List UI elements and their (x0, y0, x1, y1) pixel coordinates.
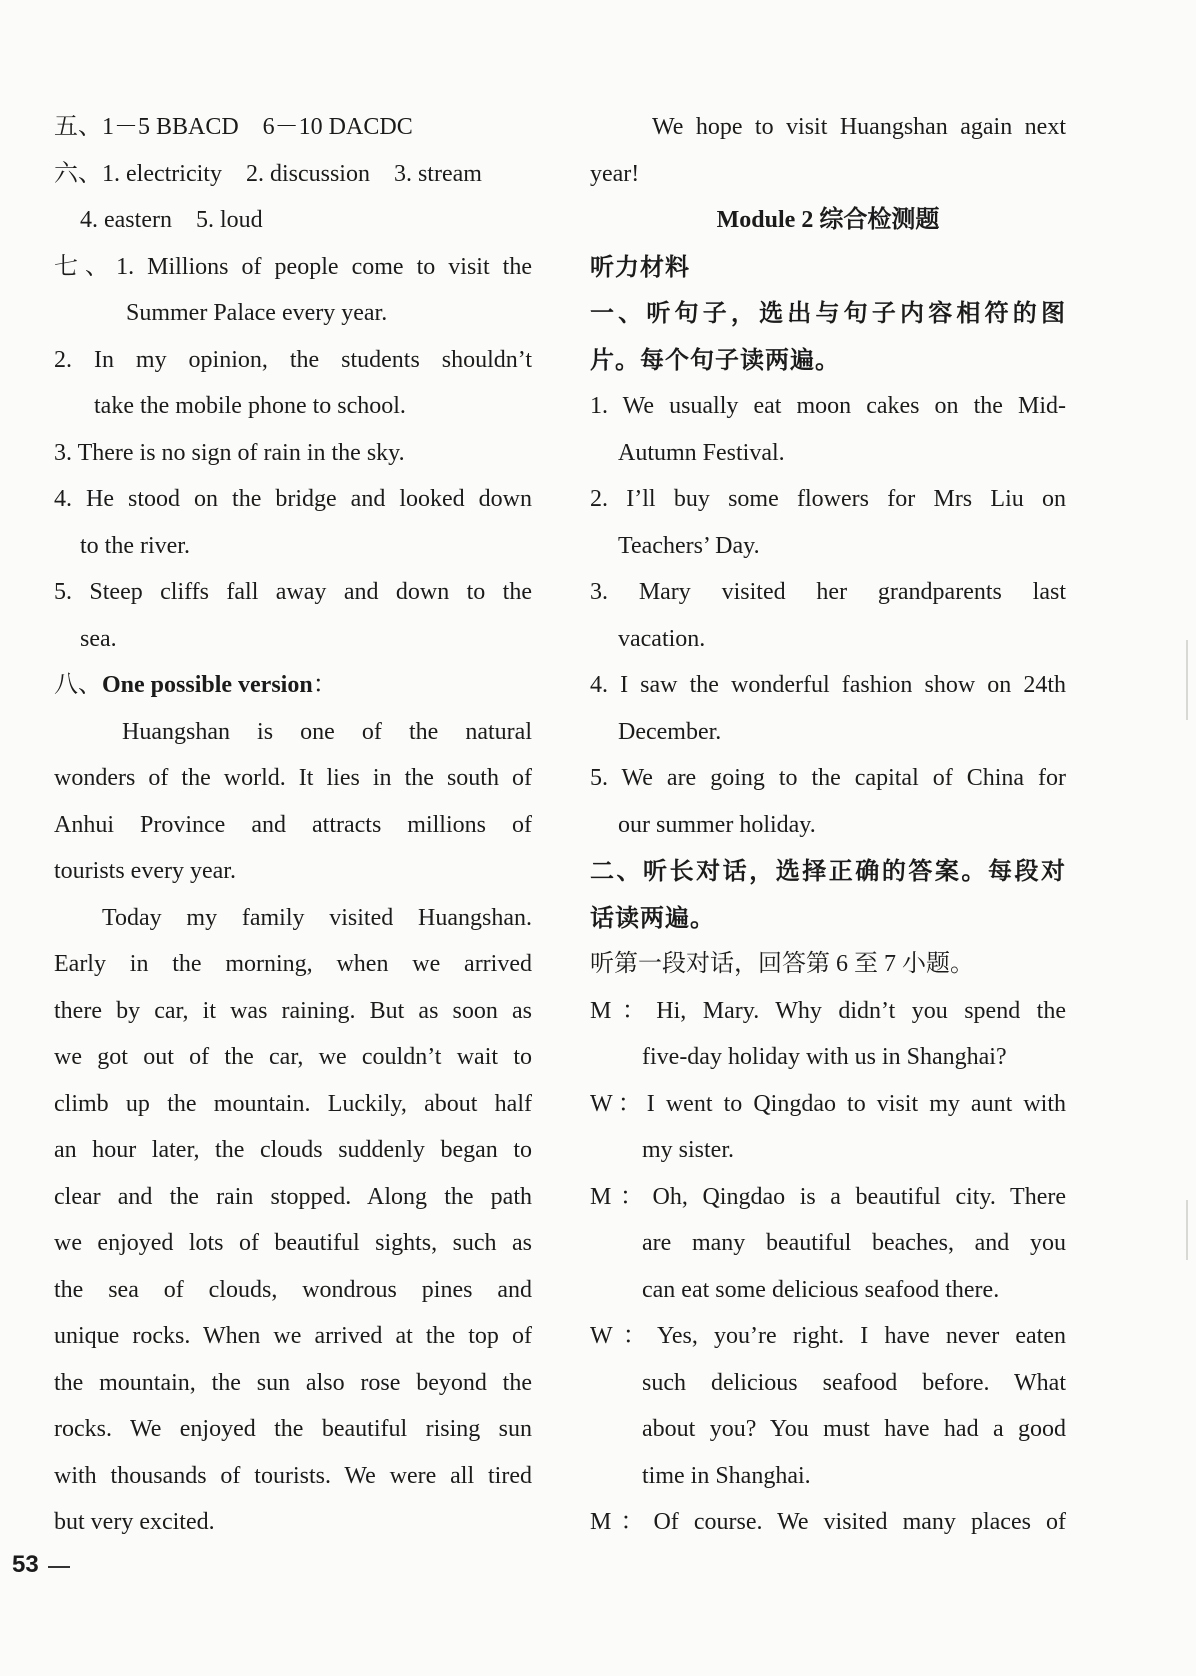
dialogue-line: W：I went to Qingdao to visit my aunt with (590, 1090, 1066, 1117)
dialogue-line-cont: such delicious seafood before. What (642, 1369, 1066, 1396)
section-6-answers: 六、1. electricity 2. discussion 3. stream (54, 160, 482, 187)
essay-line: an hour later, the clouds suddenly began to (54, 1137, 532, 1163)
dialogue-line-cont: about you? You must have had a good (642, 1416, 1066, 1442)
essay-line: rocks. We enjoyed the beautiful rising sun (54, 1416, 532, 1442)
section-7-item-1-cont: Summer Palace every year. (126, 300, 388, 326)
scan-edge-mark (1186, 1200, 1188, 1260)
part-2-instruction-cont: 话读两遍。 (590, 903, 715, 932)
dialogue-line: M：Oh, Qingdao is a beautiful city. There (590, 1183, 1066, 1210)
part-1-instruction: 一、听句子，选出与句子内容相符的图 (590, 299, 1066, 327)
section-7-item-4-cont: to the river. (80, 532, 190, 559)
dialogue-line-cont: my sister. (642, 1137, 735, 1163)
sentence-1-cont: Autumn Festival. (618, 439, 785, 466)
essay-line: the mountain, the sun also rose beyond the (54, 1369, 532, 1396)
essay-line: unique rocks. When we arrived at the top of (54, 1323, 532, 1349)
section-5-answers: 五、1－5 BBACD 6－10 DACDC (54, 114, 413, 140)
essay-line: Huangshan is one of the natural (122, 718, 532, 745)
dialogue-line: M：Of course. We visited many places of (590, 1509, 1066, 1535)
dialogue-1-intro: 听第一段对话，回答第 6 至 7 小题。 (590, 951, 974, 977)
page-number-rule (48, 1566, 70, 1568)
listening-material-heading: 听力材料 (590, 252, 690, 281)
essay-line: climb up the mountain. Luckily, about half (54, 1090, 532, 1117)
essay-line: Anhui Province and attracts millions of (54, 811, 532, 838)
section-7-item-2: 2. In my opinion, the students shouldn’t (54, 346, 532, 373)
sentence-1: 1. We usually eat moon cakes on the Mid- (590, 393, 1066, 419)
sentence-3: 3. Mary visited her grandparents last (590, 579, 1066, 605)
dialogue-line: W：Yes, you’re right. I have never eaten (590, 1323, 1066, 1349)
scan-edge-mark (1186, 640, 1188, 720)
sentence-3-cont: vacation. (618, 625, 706, 652)
essay-line: we got out of the car, we couldn’t wait to (54, 1044, 532, 1070)
part-2-instruction: 二、听长对话，选择正确的答案。每段对 (590, 857, 1066, 885)
module-title: Module 2 综合检测题 (716, 207, 940, 233)
sentence-4-cont: December. (618, 718, 722, 745)
section-8-heading (54, 662, 532, 709)
dialogue-line-cont: are many beautiful beaches, and you (642, 1230, 1066, 1256)
essay-line: the sea of clouds, wondrous pines and (54, 1276, 532, 1303)
section-8-colon: ： (312, 672, 337, 698)
section-7-item-5-cont: sea. (80, 625, 117, 652)
essay-line: Today my family visited Huangshan. (102, 904, 532, 931)
section-7-item-1: 七、1. Millions of people come to visit the (54, 253, 532, 280)
dialogue-line-cont: can eat some delicious seafood there. (642, 1276, 1000, 1303)
sentence-5: 5. We are going to the capital of China for (590, 765, 1066, 791)
dialogue-line-cont: five-day holiday with us in Shanghai? (642, 1044, 1007, 1070)
essay-line: we enjoyed lots of beautiful sights, such as (54, 1230, 532, 1256)
left-column (54, 104, 532, 1546)
essay-line: there by car, it was raining. But as soon as (54, 997, 532, 1024)
sentence-2: 2. I’ll buy some flowers for Mrs Liu on (590, 486, 1066, 512)
sentence-4: 4. I saw the wonderful fashion show on 24th (590, 672, 1066, 698)
section-7-item-2-cont: take the mobile phone to school. (94, 393, 406, 419)
essay-line: but very excited. (54, 1509, 215, 1535)
sentence-2-cont: Teachers’ Day. (618, 532, 760, 559)
right-column (590, 104, 1066, 1546)
page-number: 53 (12, 1551, 39, 1578)
sentence-5-cont: our summer holiday. (618, 811, 816, 838)
dialogue-line: M：Hi, Mary. Why didn’t you spend the (590, 997, 1066, 1024)
section-8-number: 八、 (54, 672, 102, 698)
section-7-item-5: 5. Steep cliffs fall away and down to the (54, 579, 532, 605)
section-7-item-4: 4. He stood on the bridge and looked down (54, 486, 532, 512)
section-7-item-3: 3. There is no sign of rain in the sky. (54, 439, 405, 466)
part-1-instruction-cont: 片。每个句子读两遍。 (590, 345, 840, 374)
essay-line: Early in the morning, when we arrived (54, 951, 532, 977)
section-8-title: One possible version (102, 672, 313, 698)
essay-line: tourists every year. (54, 858, 236, 884)
essay-line: with thousands of tourists. We were all tired (54, 1462, 532, 1489)
dialogue-line-cont: time in Shanghai. (642, 1462, 811, 1489)
essay-line: clear and the rain stopped. Along the path (54, 1183, 532, 1210)
essay-continuation-end: year! (590, 160, 640, 187)
essay-line: wonders of the world. It lies in the south of (54, 765, 532, 791)
essay-continuation: We hope to visit Huangshan again next (652, 114, 1066, 140)
section-6-answers-cont: 4. eastern 5. loud (80, 207, 263, 233)
